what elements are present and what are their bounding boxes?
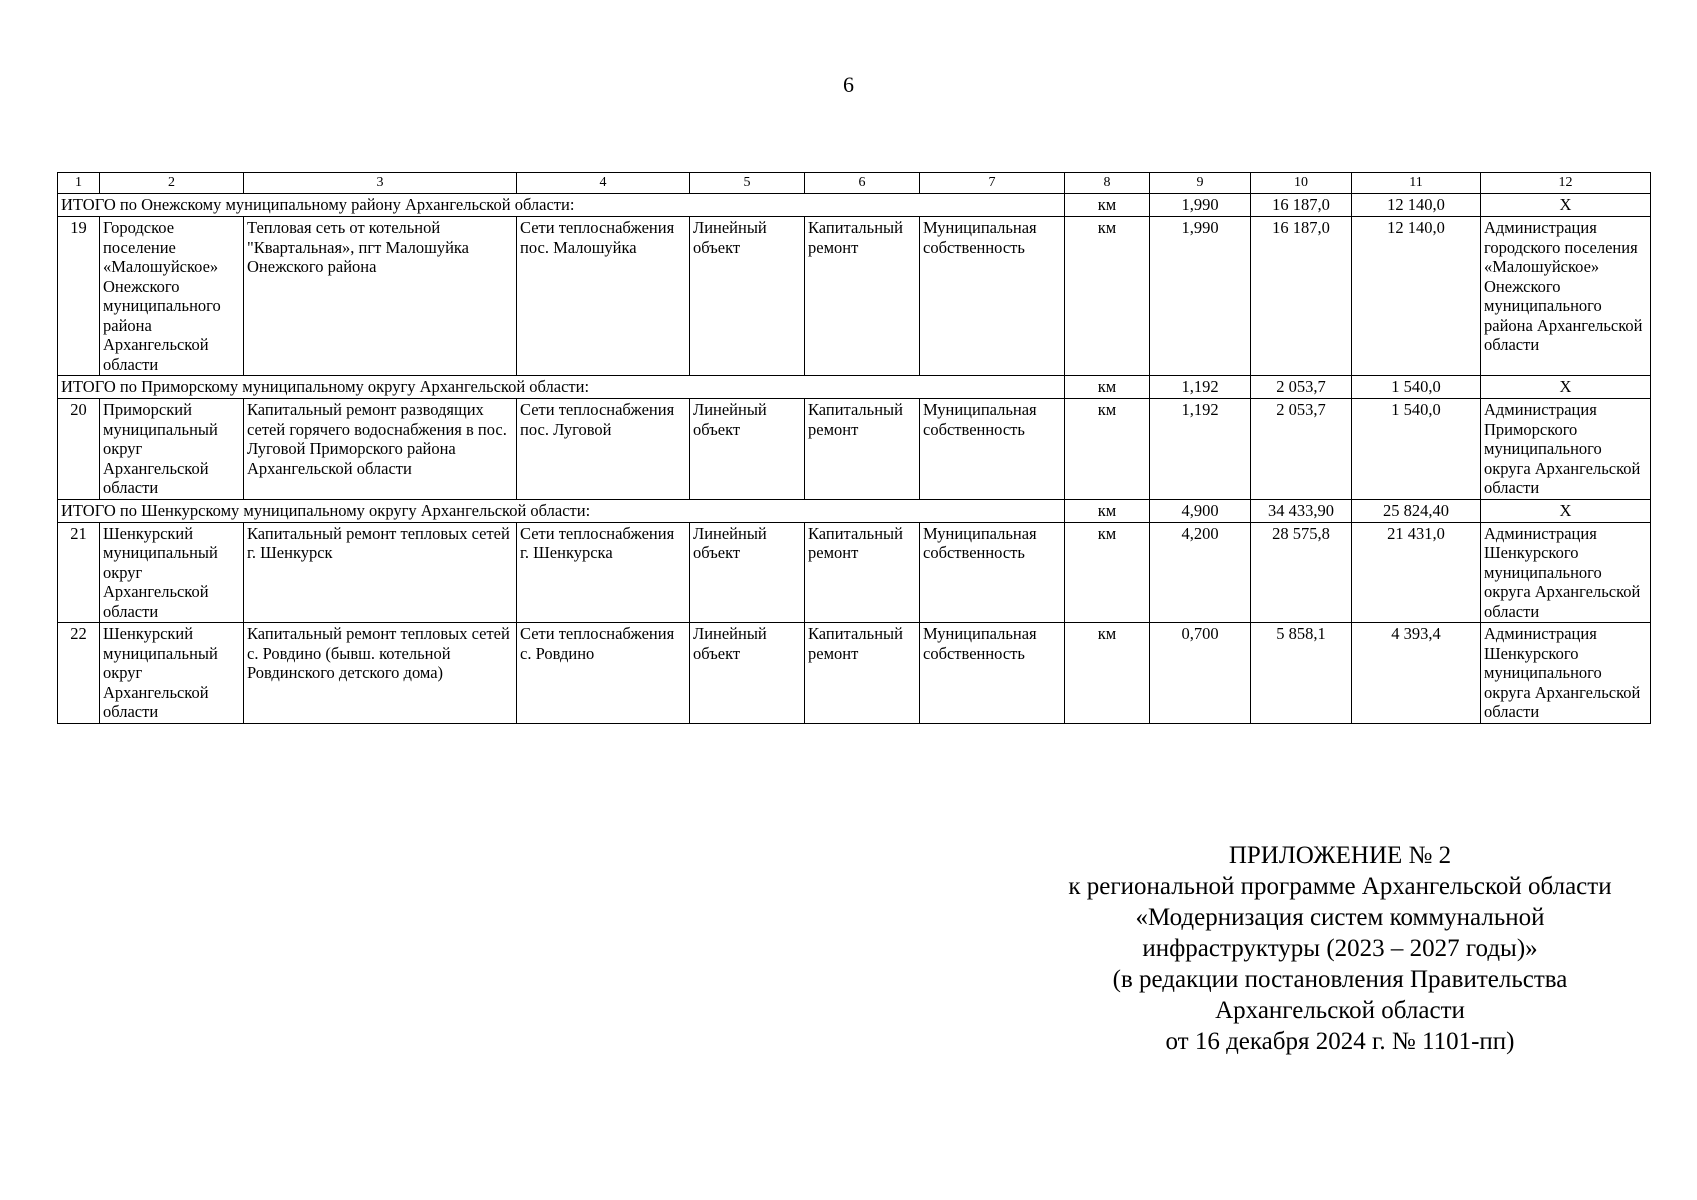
network-cell: Сети теплоснабжения г. Шенкурска (517, 522, 690, 623)
network-cell: Сети теплоснабжения с. Ровдино (517, 623, 690, 724)
customer-cell: Администрация Приморского муниципального округа Архангельской области (1481, 399, 1651, 500)
column-number: 6 (805, 173, 920, 194)
work-type-cell: Капитальный ремонт (805, 217, 920, 376)
cost-regional-cell: 12 140,0 (1352, 217, 1481, 376)
work-type-cell: Капитальный ремонт (805, 522, 920, 623)
cost-regional-cell: 4 393,4 (1352, 623, 1481, 724)
unit-cell: км (1065, 376, 1150, 399)
appendix-line: «Модернизация систем коммунальной (1135, 904, 1545, 931)
total-label: ИТОГО по Шенкурскому муниципальному округу Архангельской области: (58, 499, 1065, 522)
object-type-cell: Линейный объект (690, 217, 805, 376)
program-objects-table (57, 172, 1651, 724)
column-number: 4 (517, 173, 690, 194)
table-row (58, 623, 1651, 724)
cost-total-cell: 34 433,90 (1251, 499, 1352, 522)
object-cell: Капитальный ремонт тепловых сетей г. Шенкурск (244, 522, 517, 623)
column-number: 11 (1352, 173, 1481, 194)
row-number: 22 (58, 623, 100, 724)
total-row (58, 499, 1651, 522)
row-number: 19 (58, 217, 100, 376)
column-number: 10 (1251, 173, 1352, 194)
ownership-cell: Муниципальная собственность (920, 623, 1065, 724)
cost-total-cell: 5 858,1 (1251, 623, 1352, 724)
cost-regional-cell: 25 824,40 (1352, 499, 1481, 522)
unit-cell: км (1065, 217, 1150, 376)
cost-regional-cell: 12 140,0 (1352, 194, 1481, 217)
length-cell: 1,192 (1150, 399, 1251, 500)
appendix-line: (в редакции постановления Правительства (1112, 966, 1568, 993)
length-cell: 1,192 (1150, 376, 1251, 399)
appendix-title: ПРИЛОЖЕНИЕ № 2 (1228, 842, 1452, 869)
total-row (58, 376, 1651, 399)
column-number: 8 (1065, 173, 1150, 194)
page-number: 6 (843, 72, 854, 97)
customer-cell: Администрация Шенкурского муниципального округа Архангельской области (1481, 623, 1651, 724)
total-row (58, 194, 1651, 217)
mark-cell: Х (1481, 194, 1651, 217)
customer-cell: Администрация городского поселения «Малошуйское» Онежского муниципального района Архангельской области (1481, 217, 1651, 376)
column-number: 1 (58, 173, 100, 194)
cost-total-cell: 28 575,8 (1251, 522, 1352, 623)
column-number: 5 (690, 173, 805, 194)
municipality-cell: Шенкурский муниципальный округ Архангельской области (100, 522, 244, 623)
object-type-cell: Линейный объект (690, 623, 805, 724)
length-cell: 4,200 (1150, 522, 1251, 623)
customer-cell: Администрация Шенкурского муниципального округа Архангельской области (1481, 522, 1651, 623)
ownership-cell: Муниципальная собственность (920, 522, 1065, 623)
appendix-line: Архангельской области (1215, 997, 1465, 1024)
row-number: 21 (58, 522, 100, 623)
cost-total-cell: 2 053,7 (1251, 376, 1352, 399)
column-number: 3 (244, 173, 517, 194)
unit-cell: км (1065, 399, 1150, 500)
cost-total-cell: 16 187,0 (1251, 217, 1352, 376)
object-cell: Капитальный ремонт тепловых сетей с. Ровдино (бывш. котельной Ровдинского детского дома) (244, 623, 517, 724)
table-row (58, 399, 1651, 500)
total-label: ИТОГО по Приморскому муниципальному округу Архангельской области: (58, 376, 1065, 399)
appendix-line: инфраструктуры (2023 – 2027 годы)» (1142, 935, 1538, 962)
work-type-cell: Капитальный ремонт (805, 399, 920, 500)
mark-cell: Х (1481, 376, 1651, 399)
row-number: 20 (58, 399, 100, 500)
municipality-cell: Городское поселение «Малошуйское» Онежского муниципального района Архангельской области (100, 217, 244, 376)
total-label: ИТОГО по Онежскому муниципальному району Архангельской области: (58, 194, 1065, 217)
cost-regional-cell: 21 431,0 (1352, 522, 1481, 623)
object-cell: Капитальный ремонт разводящих сетей горячего водоснабжения в пос. Луговой Приморского района Архангельской области (244, 399, 517, 500)
length-cell: 1,990 (1150, 217, 1251, 376)
network-cell: Сети теплоснабжения пос. Луговой (517, 399, 690, 500)
length-cell: 4,900 (1150, 499, 1251, 522)
municipality-cell: Шенкурский муниципальный округ Архангельской области (100, 623, 244, 724)
table-row (58, 217, 1651, 376)
ownership-cell: Муниципальная собственность (920, 217, 1065, 376)
column-number: 12 (1481, 173, 1651, 194)
object-type-cell: Линейный объект (690, 522, 805, 623)
object-type-cell: Линейный объект (690, 399, 805, 500)
cost-total-cell: 2 053,7 (1251, 399, 1352, 500)
unit-cell: км (1065, 623, 1150, 724)
column-number: 7 (920, 173, 1065, 194)
network-cell: Сети теплоснабжения пос. Малошуйка (517, 217, 690, 376)
length-cell: 0,700 (1150, 623, 1251, 724)
cost-regional-cell: 1 540,0 (1352, 399, 1481, 500)
ownership-cell: Муниципальная собственность (920, 399, 1065, 500)
cost-total-cell: 16 187,0 (1251, 194, 1352, 217)
appendix-header (1020, 840, 1660, 1057)
unit-cell: км (1065, 499, 1150, 522)
municipality-cell: Приморский муниципальный округ Архангельской области (100, 399, 244, 500)
cost-regional-cell: 1 540,0 (1352, 376, 1481, 399)
appendix-line: от 16 декабря 2024 г. № 1101-пп) (1165, 1028, 1515, 1055)
table-row (58, 522, 1651, 623)
column-numbers-row (58, 173, 1651, 194)
mark-cell: Х (1481, 499, 1651, 522)
length-cell: 1,990 (1150, 194, 1251, 217)
work-type-cell: Капитальный ремонт (805, 623, 920, 724)
column-number: 9 (1150, 173, 1251, 194)
object-cell: Тепловая сеть от котельной "Квартальная», пгт Малошуйка Онежского района (244, 217, 517, 376)
column-number: 2 (100, 173, 244, 194)
unit-cell: км (1065, 194, 1150, 217)
unit-cell: км (1065, 522, 1150, 623)
appendix-line: к региональной программе Архангельской области (1068, 873, 1612, 900)
